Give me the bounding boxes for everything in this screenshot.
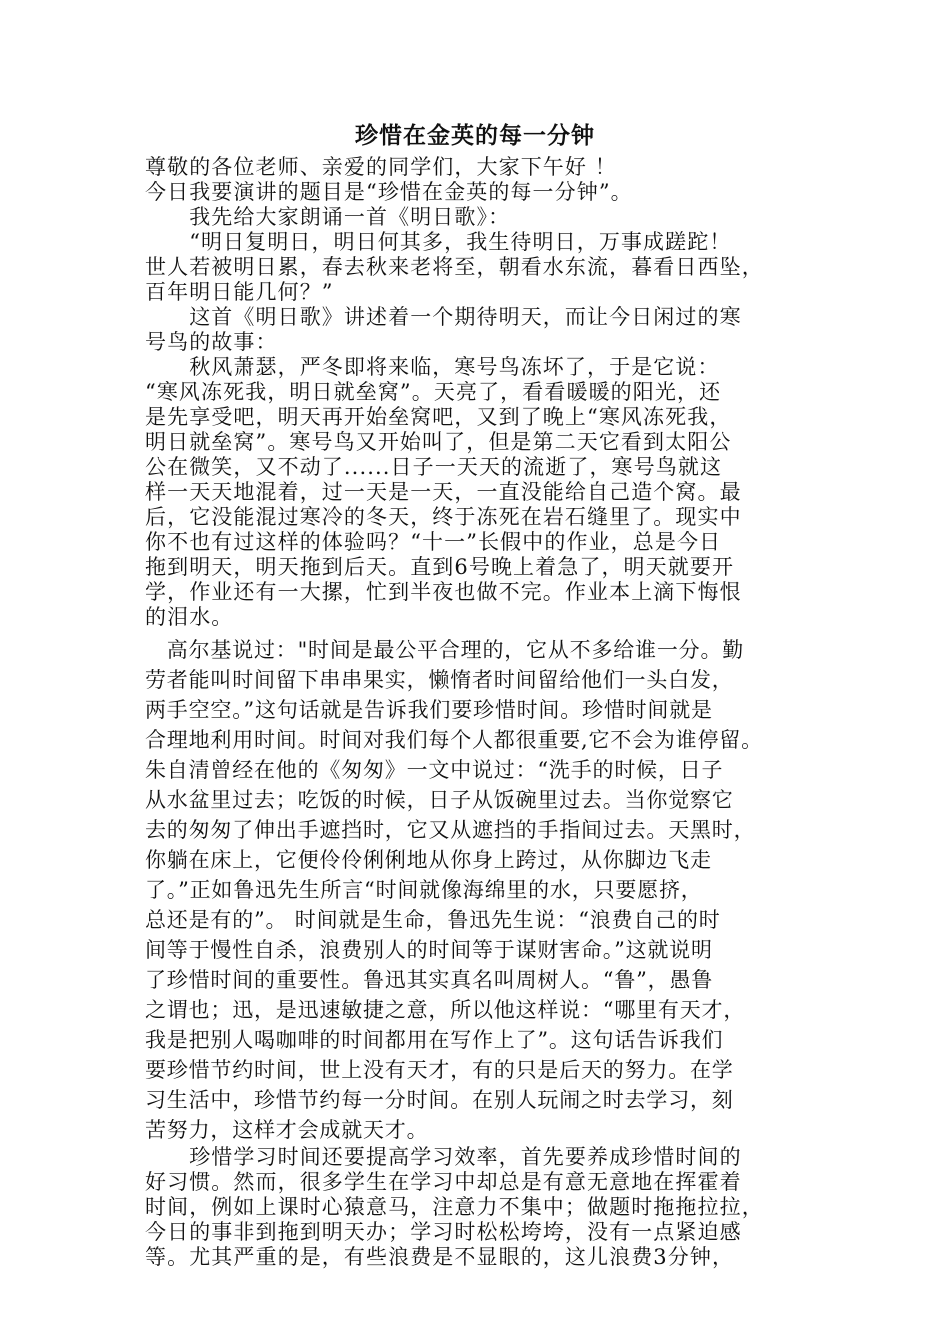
paragraph-line: 朱自清曾经在他的《匆匆》一文中说过：“洗手的时候，日子 <box>145 758 724 782</box>
paragraph-line: 总还是有的”。 时间就是生命，鲁迅先生说：“浪费自己的时 <box>145 908 721 932</box>
paragraph-line: 号鸟的故事： <box>145 330 278 354</box>
speech-title: 珍惜在金英的每一分钟 <box>355 122 595 149</box>
paragraph-line: 间等于慢性自杀，浪费别人的时间等于谋财害命。”这就说明 <box>145 938 713 962</box>
paragraph-line: 劳者能叫时间留下串串果实，懒惰者时间留给他们一头白发， <box>145 668 734 692</box>
paragraph-line: 合理地利用时间。时间对我们每个人都很重要,它不会为谁停留。 <box>145 728 763 752</box>
paragraph-line: 去的匆匆了伸出手遮挡时，它又从遮挡的手指间过去。天黑时， <box>145 818 756 842</box>
paragraph-line: 你不也有过这样的体验吗？“十一”长假中的作业，总是今日 <box>145 530 722 554</box>
paragraph-line: 习生活中，珍惜节约每一分时间。在别人玩闹之时去学习，刻 <box>145 1088 734 1112</box>
paragraph-line: 是先享受吧，明天再开始垒窝吧，又到了晚上“寒风冻死我， <box>145 405 732 429</box>
paragraph-line: “寒风冻死我，明日就垒窝”。天亮了，看看暖暖的阳光，还 <box>145 380 722 404</box>
paragraph-line: 我先给大家朗诵一首《明日歌》： <box>145 205 511 229</box>
paragraph-line: 秋风萧瑟，严冬即将来临，寒号鸟冻坏了，于是它说： <box>145 355 720 379</box>
paragraph-line: 明日就垒窝”。寒号鸟又开始叫了，但是第二天它看到太阳公 <box>145 430 732 454</box>
paragraph-line: 从水盆里过去；吃饭的时候，日子从饭碗里过去。当你觉察它 <box>145 788 734 812</box>
paragraph-line: 学，作业还有一大摞，忙到半夜也做不完。作业本上滴下悔恨 <box>145 580 742 604</box>
paragraph-line: 样一天天地混着，过一天是一天，一直没能给自己造个窝。最 <box>145 480 742 504</box>
paragraph-line: 的泪水。 <box>145 605 234 629</box>
paragraph-line: 珍惜学习时间还要提高学习效率，首先要养成珍惜时间的 <box>145 1145 742 1169</box>
paragraph-line: 好习惯。然而，很多学生在学习中却总是有意无意地在挥霍着 <box>145 1170 742 1194</box>
paragraph-line: 时间，例如上课时心猿意马，注意力不集中；做题时拖拖拉拉， <box>145 1195 764 1219</box>
paragraph-line: 这首《明日歌》讲述着一个期待明天，而让今日闲过的寒 <box>145 305 742 329</box>
paragraph-line: 你躺在床上，它便伶伶俐俐地从你身上跨过，从你脚边飞走 <box>145 848 712 872</box>
paragraph-line: 百年明日能几何？” <box>145 280 334 304</box>
paragraph-line: 等。尤其严重的是，有些浪费是不显眼的，这儿浪费3分钟， <box>145 1245 735 1269</box>
paragraph-line: 要珍惜节约时间，世上没有天才，有的只是后天的努力。在学 <box>145 1058 734 1082</box>
paragraph-line: 高尔基说过："时间是最公平合理的，它从不多给谁一分。勤 <box>145 638 745 662</box>
paragraph-line: 了珍惜时间的重要性。鲁迅其实真名叫周树人。“鲁”，愚鲁 <box>145 968 714 992</box>
paragraph-line: 两手空空。”这句话就是告诉我们要珍惜时间。珍惜时间就是 <box>145 698 713 722</box>
paragraph-line: 世人若被明日累，春去秋来老将至，朝看水东流，暮看日西坠， <box>145 255 764 279</box>
paragraph-line: 我是把别人喝咖啡的时间都用在写作上了”。这句话告诉我们 <box>145 1028 724 1052</box>
paragraph-line: 苦努力，这样才会成就天才。 <box>145 1118 429 1142</box>
paragraph-line: 尊敬的各位老师、亲爱的同学们，大家下午好 ！ <box>145 155 617 179</box>
paragraph-line: 拖到明天，明天拖到后天。直到6号晚上着急了，明天就要开 <box>145 555 735 579</box>
paragraph-line: 了。”正如鲁迅先生所言“时间就像海绵里的水，只要愿挤， <box>145 878 703 902</box>
paragraph-line: 今日我要演讲的题目是“珍惜在金英的每一分钟”。 <box>145 180 633 204</box>
paragraph-line: 公在微笑，又不动了......日子一天天的流逝了，寒号鸟就这 <box>145 455 723 479</box>
paragraph-line: 今日的事非到拖到明天办；学习时松松垮垮，没有一点紧迫感 <box>145 1220 742 1244</box>
paragraph-line: 后，它没能混过寒冷的冬天，终于冻死在岩石缝里了。现实中 <box>145 505 742 529</box>
paragraph-line: 之谓也；迅，是迅速敏捷之意，所以他这样说：“哪里有天才， <box>145 998 746 1022</box>
paragraph-line: “明日复明日，明日何其多，我生待明日，万事成蹉跎！ <box>145 230 732 254</box>
